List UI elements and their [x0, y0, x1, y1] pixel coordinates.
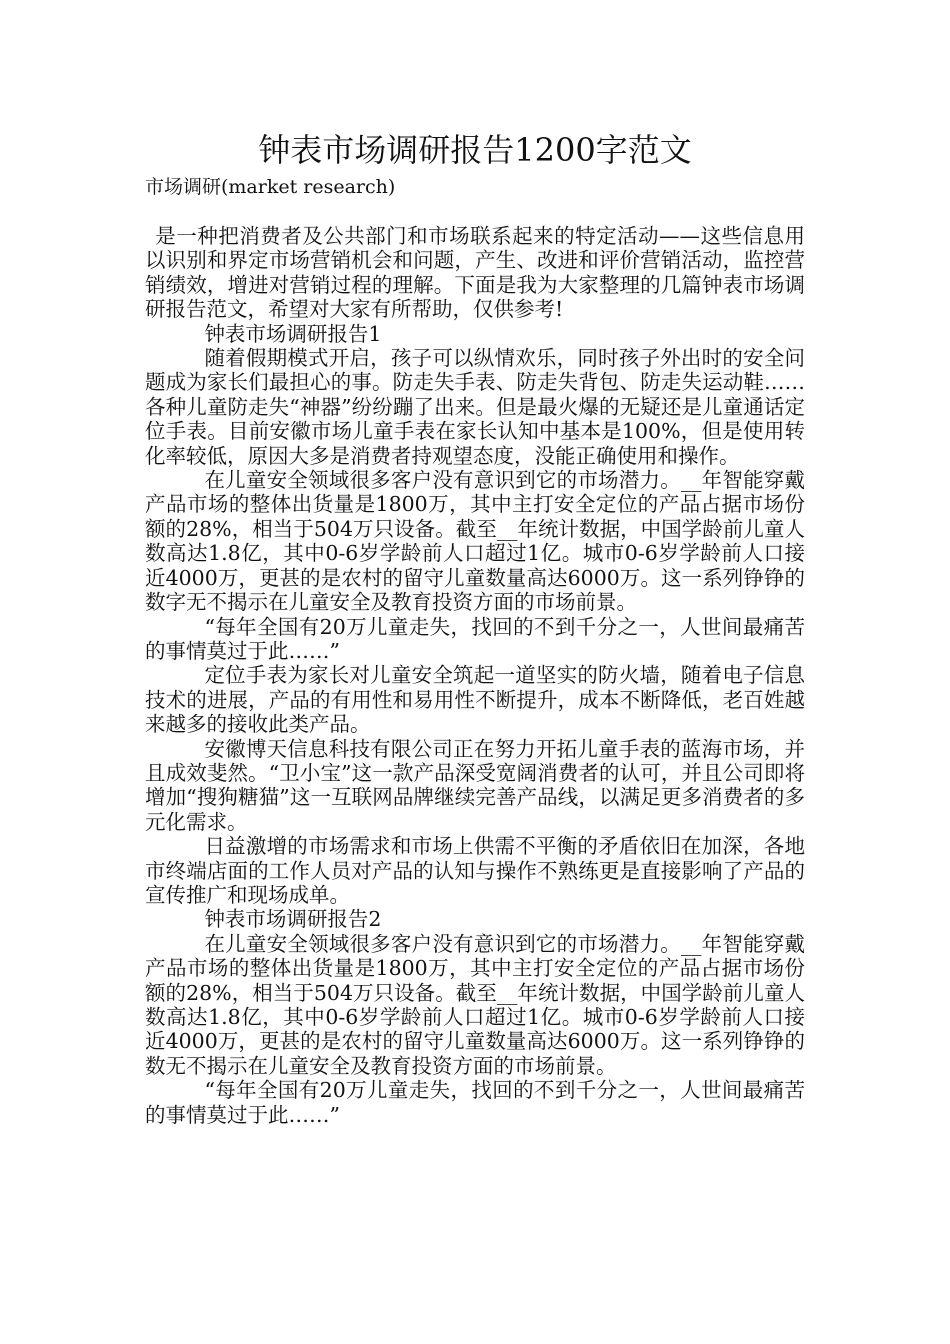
body-paragraph: 随着假期模式开启，孩子可以纵情欢乐，同时孩子外出时的安全问题成为家长们最担心的事。防走失手表、防走失背包、防走失运动鞋……各种儿童防走失“神器”纷纷蹦了出来。但是最火爆的无疑还是儿童通话定位手表。目前安徽市场儿童手表在家长认知中基本是100%，但是使用转化率较低，原因大多是消费者持观望态度，没能正确使用和操作。	[145, 346, 805, 468]
document-subtitle: 市场调研(market research)	[145, 176, 396, 198]
document-body	[145, 224, 805, 1127]
section-heading-1: 钟表市场调研报告1	[204, 321, 382, 346]
body-paragraph: 在儿童安全领域很多客户没有意识到它的市场潜力。__年智能穿戴产品市场的整体出货量是1800万，其中主打安全定位的产品占据市场份额的28%，相当于504万只设备。截至__年统计数据，中国学龄前儿童人数高达1.8亿，其中0-6岁学龄前人口超过1亿。城市0-6岁学龄前人口接近4000万，更甚的是农村的留守儿童数量高达6000万。这一系列铮铮的数无不揭示在儿童安全及教育投资方面的市场前景。	[145, 931, 805, 1078]
body-paragraph: 定位手表为家长对儿童安全筑起一道坚实的防火墙，随着电子信息技术的进展，产品的有用性和易用性不断提升，成本不断降低，老百姓越来越多的接收此类产品。	[145, 663, 805, 737]
quote-paragraph: “每年全国有20万儿童走失，找回的不到千分之一，人世间最痛苦的事情莫过于此……”	[145, 614, 805, 663]
body-paragraph: 在儿童安全领域很多客户没有意识到它的市场潜力。__年智能穿戴产品市场的整体出货量是1800万，其中主打安全定位的产品占据市场份额的28%，相当于504万只设备。截至__年统计数据，中国学龄前儿童人数高达1.8亿，其中0-6岁学龄前人口超过1亿。城市0-6岁学龄前人口接近4000万，更甚的是农村的留守儿童数量高达6000万。这一系列铮铮的数字无不揭示在儿童安全及教育投资方面的市场前景。	[145, 468, 805, 615]
intro-paragraph: 是一种把消费者及公共部门和市场联系起来的特定活动——这些信息用以识别和界定市场营销机会和问题，产生、改进和评价营销活动，监控营销绩效，增进对营销过程的理解。下面是我为大家整理的几篇钟表市场调研报告范文，希望对大家有所帮助，仅供参考!	[145, 224, 805, 322]
document-title: 钟表市场调研报告1200字范文	[258, 131, 692, 169]
body-paragraph: 安徽博天信息科技有限公司正在努力开拓儿童手表的蓝海市场，并且成效斐然。“卫小宝”这一款产品深受宽阔消费者的认可，并且公司即将增加“搜狗糖猫”这一互联网品牌继续完善产品线，以满足更多消费者的多元化需求。	[145, 736, 805, 834]
body-paragraph: 日益激增的市场需求和市场上供需不平衡的矛盾依旧在加深，各地市终端店面的工作人员对产品的认知与操作不熟练更是直接影响了产品的宣传推广和现场成单。	[145, 834, 805, 907]
quote-paragraph: “每年全国有20万儿童走失，找回的不到千分之一，人世间最痛苦的事情莫过于此……”	[145, 1078, 805, 1127]
section-heading-2: 钟表市场调研报告2	[204, 907, 382, 932]
